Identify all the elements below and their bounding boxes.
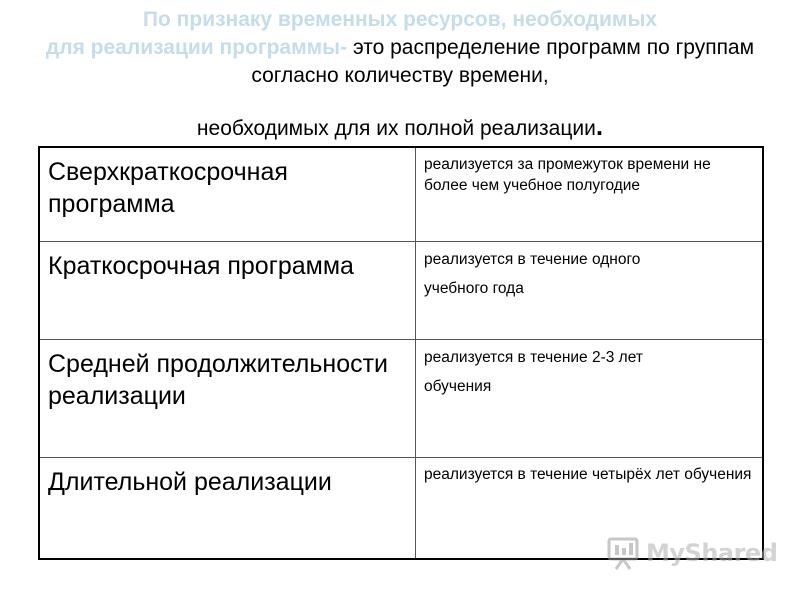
program-type-cell: Длительной реализации	[39, 457, 416, 559]
slide-heading	[40, 6, 760, 143]
program-desc-cell	[416, 241, 764, 339]
program-desc-cell	[416, 339, 764, 457]
program-type-cell: Краткосрочная программа	[39, 241, 416, 339]
program-types-table	[38, 146, 764, 560]
heading-highlight-line2: для реализации программы-	[45, 36, 348, 59]
program-type-cell: Средней продолжительности реализации	[39, 339, 416, 457]
heading-line2	[40, 112, 760, 143]
table-row	[39, 147, 763, 241]
program-desc-cell: реализуется в течение четырёх лет обучения	[416, 457, 764, 559]
program-desc-cell: реализуется за промежуток времени не более чем учебное полугодие	[416, 147, 764, 241]
desc-line: обучения	[424, 377, 492, 395]
desc-line: реализуется в течение 2-3 лет	[424, 348, 643, 366]
heading-highlight-line1: По признаку временных ресурсов, необходимых	[142, 8, 658, 31]
table-row	[39, 339, 763, 457]
heading-end-mark: .	[595, 111, 604, 141]
desc-line: реализуется в течение одного	[424, 250, 641, 268]
watermark-text: MyShared	[646, 539, 778, 567]
watermark	[606, 536, 777, 570]
program-type-cell: Сверхкраткосрочная программа	[39, 147, 416, 241]
heading-text-line2: необходимых для их полной реализации	[196, 117, 596, 140]
table-row	[39, 241, 763, 339]
heading-text-line1: это распределение программ по группам согласно количеству времени,	[251, 36, 755, 87]
presentation-board-icon	[606, 536, 642, 570]
desc-line: учебного года	[424, 279, 524, 297]
